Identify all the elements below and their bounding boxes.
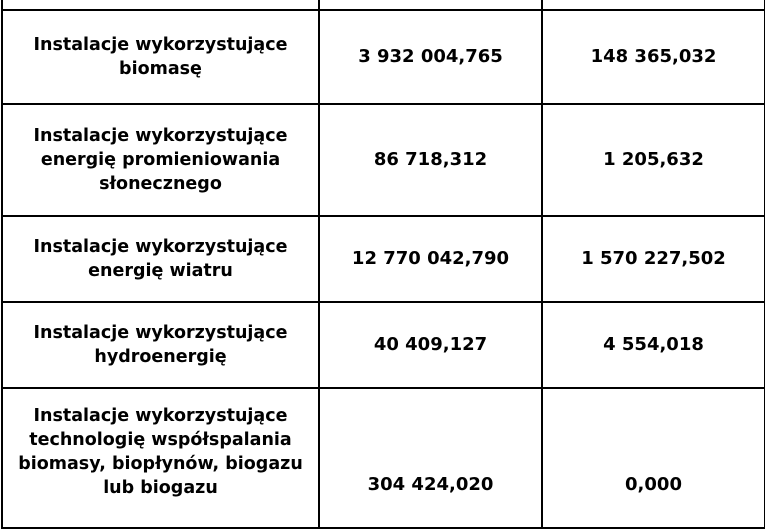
row-label-cofiring: Instalacje wykorzystujące technologię współspalania biomasy, biopłynów, biogazu lub biogazu: [2, 388, 319, 528]
row-value-a: 3 932 004,765: [319, 10, 542, 104]
row-value-b: 148 365,032: [542, 10, 765, 104]
row-value-a: 304 424,020: [319, 388, 542, 528]
table-row: [2, 10, 765, 104]
row-value-b: 1 205,632: [542, 104, 765, 216]
row-label-wind: Instalacje wykorzystujące energię wiatru: [2, 216, 319, 302]
row-value-b: 4 554,018: [542, 302, 765, 388]
row-value-a: 40 409,127: [319, 302, 542, 388]
row-value-b: 1 570 227,502: [542, 216, 765, 302]
row-value-a: [319, 0, 542, 10]
row-value-b: 0,000: [542, 388, 765, 528]
energy-installations-table: [1, 0, 765, 529]
row-value-a: 12 770 042,790: [319, 216, 542, 302]
table-row: [2, 104, 765, 216]
table-row: [2, 302, 765, 388]
row-label-biomass: Instalacje wykorzystujące biomasę: [2, 10, 319, 104]
table-row: [2, 216, 765, 302]
table-row: [2, 0, 765, 10]
row-value-a: 86 718,312: [319, 104, 542, 216]
row-value-b: [542, 0, 765, 10]
row-label-solar: Instalacje wykorzystujące energię promieniowania słonecznego: [2, 104, 319, 216]
row-label-hydro: Instalacje wykorzystujące hydroenergię: [2, 302, 319, 388]
row-label: [2, 0, 319, 10]
table-row: [2, 388, 765, 528]
